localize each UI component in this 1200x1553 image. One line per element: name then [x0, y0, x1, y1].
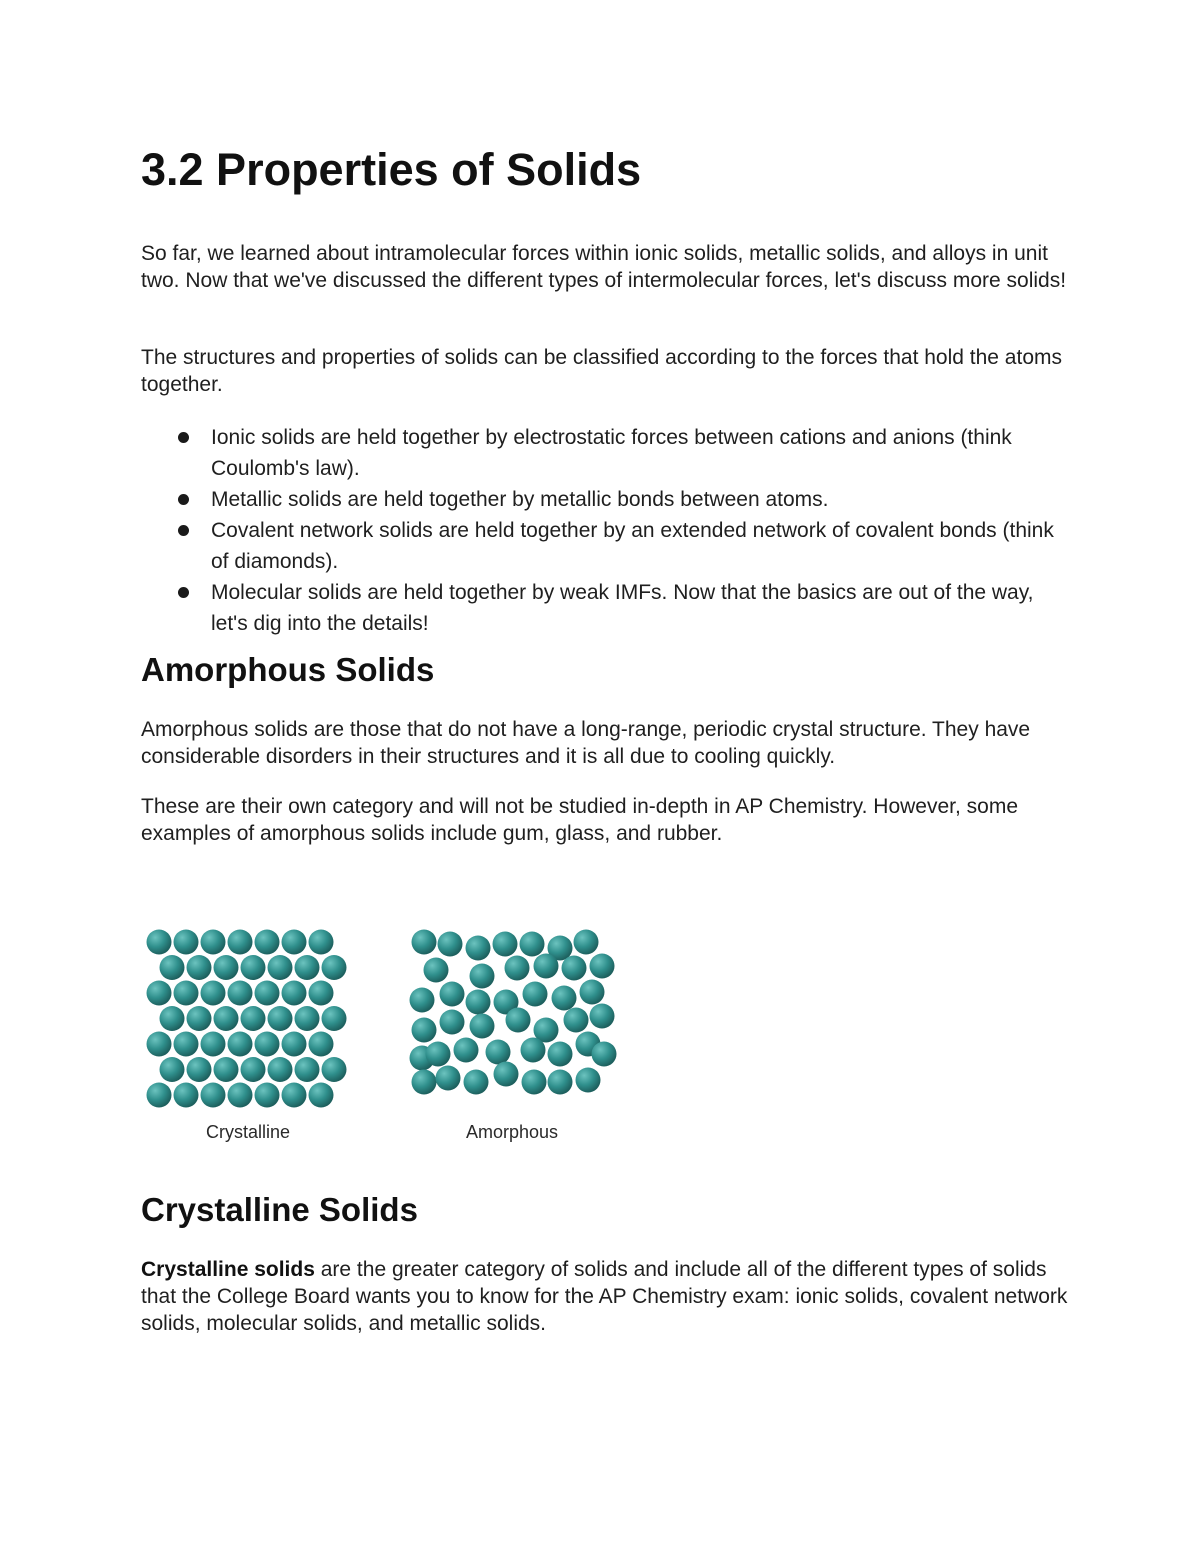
crystalline-lattice [147, 930, 347, 1108]
bullet-icon [178, 525, 189, 536]
crystalline-caption: Crystalline [205, 1122, 291, 1142]
intro-paragraph-1: So far, we learned about intramolecular forces within ionic solids, metallic solids, and alloys in unit two. Now that we've discussed the different types of intermolecular forces, let's discuss more solids! [141, 242, 1067, 292]
sphere [590, 1004, 615, 1029]
sphere [412, 930, 437, 955]
sphere [426, 1042, 451, 1067]
sphere [282, 930, 307, 955]
list-item [141, 484, 1071, 515]
sphere [214, 1057, 239, 1082]
bullet-icon [178, 494, 189, 505]
sphere [255, 930, 280, 955]
sphere [174, 1083, 199, 1108]
crystalline-paragraph [141, 1256, 1081, 1337]
sphere [493, 932, 518, 957]
sphere [295, 1057, 320, 1082]
sphere [436, 1066, 461, 1091]
sphere [147, 1083, 172, 1108]
list-item-text: Covalent network solids are held together by an extended network of covalent bonds (think of diamonds). [211, 519, 1054, 573]
sphere [241, 955, 266, 980]
sphere [562, 956, 587, 981]
crystalline-paragraph-text: are the greater category of solids and include all of the different types of solids that the College Board wants you to know for the AP Chemistry exam: ionic solids, covalent network solids, molecular solids, and metallic solids. [141, 1258, 1068, 1335]
sphere [174, 930, 199, 955]
sphere [295, 1006, 320, 1031]
sphere [282, 1083, 307, 1108]
bullet-icon [178, 432, 189, 443]
sphere [592, 1042, 617, 1067]
sphere [201, 930, 226, 955]
sphere [255, 981, 280, 1006]
sphere [309, 930, 334, 955]
sphere [454, 1038, 479, 1063]
sphere [201, 981, 226, 1006]
sphere [564, 1008, 589, 1033]
page-title: 3.2 Properties of Solids [141, 144, 642, 195]
sphere [520, 932, 545, 957]
sphere [228, 930, 253, 955]
amorphous-caption: Amorphous [465, 1122, 559, 1142]
solid-types-list [141, 422, 1071, 639]
sphere [228, 981, 253, 1006]
sphere [470, 1014, 495, 1039]
sphere [464, 1070, 489, 1095]
sphere [187, 1057, 212, 1082]
sphere [309, 1032, 334, 1057]
list-item [141, 577, 1071, 639]
sphere [574, 930, 599, 955]
sphere [268, 1057, 293, 1082]
sphere [412, 1070, 437, 1095]
sphere [255, 1083, 280, 1108]
sphere [410, 988, 435, 1013]
sphere-packing-illustration [136, 920, 636, 1120]
sphere [282, 1032, 307, 1057]
sphere [268, 1006, 293, 1031]
sphere [470, 964, 495, 989]
sphere [412, 1018, 437, 1043]
sphere [523, 982, 548, 1007]
sphere [438, 932, 463, 957]
sphere [228, 1032, 253, 1057]
sphere [214, 1006, 239, 1031]
sphere [241, 1057, 266, 1082]
list-item-text: Metallic solids are held together by metallic bonds between atoms. [211, 488, 829, 511]
sphere [521, 1038, 546, 1063]
sphere [440, 982, 465, 1007]
sphere [160, 955, 185, 980]
sphere [309, 1083, 334, 1108]
sphere [322, 1006, 347, 1031]
sphere [576, 1068, 601, 1093]
list-item [141, 422, 1071, 484]
sphere [228, 1083, 253, 1108]
sphere [147, 930, 172, 955]
sphere [282, 981, 307, 1006]
sphere [295, 955, 320, 980]
sphere [440, 1010, 465, 1035]
sphere [505, 956, 530, 981]
sphere [494, 1062, 519, 1087]
sphere [160, 1006, 185, 1031]
sphere [424, 958, 449, 983]
amorphous-paragraph-1: Amorphous solids are those that do not have a long-range, periodic crystal structure. They have considerable disorders in their structures and it is all due to cooling quickly. [141, 718, 1031, 768]
sphere [241, 1006, 266, 1031]
sphere [580, 980, 605, 1005]
list-item-text: Ionic solids are held together by electrostatic forces between cations and anions (think Coulomb's law). [211, 426, 1012, 480]
sphere [160, 1057, 185, 1082]
sphere [322, 1057, 347, 1082]
sphere [590, 954, 615, 979]
amorphous-heading: Amorphous Solids [141, 651, 435, 688]
sphere [548, 1042, 573, 1067]
sphere [506, 1008, 531, 1033]
sphere [147, 1032, 172, 1057]
sphere [201, 1083, 226, 1108]
sphere [466, 990, 491, 1015]
sphere [214, 955, 239, 980]
sphere [322, 955, 347, 980]
list-item-text: Molecular solids are held together by weak IMFs. Now that the basics are out of the way, let's dig into the details! [211, 581, 1034, 635]
sphere [187, 1006, 212, 1031]
sphere [187, 955, 212, 980]
sphere [466, 936, 491, 961]
crystalline-heading: Crystalline Solids [141, 1191, 418, 1228]
amorphous-paragraph-2: These are their own category and will not be studied in-depth in AP Chemistry. However, some examples of amorphous solids include gum, glass, and rubber. [141, 795, 1019, 845]
list-item [141, 515, 1071, 577]
intro-paragraph-2: The structures and properties of solids can be classified according to the forces that hold the atoms together. [141, 346, 1062, 396]
sphere [174, 981, 199, 1006]
sphere [147, 981, 172, 1006]
sphere [548, 1070, 573, 1095]
sphere [522, 1070, 547, 1095]
crystalline-bold-term: Crystalline solids [141, 1258, 315, 1281]
amorphous-arrangement [410, 930, 617, 1095]
sphere [255, 1032, 280, 1057]
bullet-icon [178, 587, 189, 598]
sphere [309, 981, 334, 1006]
sphere [268, 955, 293, 980]
sphere [201, 1032, 226, 1057]
sphere [552, 986, 577, 1011]
sphere [486, 1040, 511, 1065]
sphere [534, 954, 559, 979]
sphere [174, 1032, 199, 1057]
